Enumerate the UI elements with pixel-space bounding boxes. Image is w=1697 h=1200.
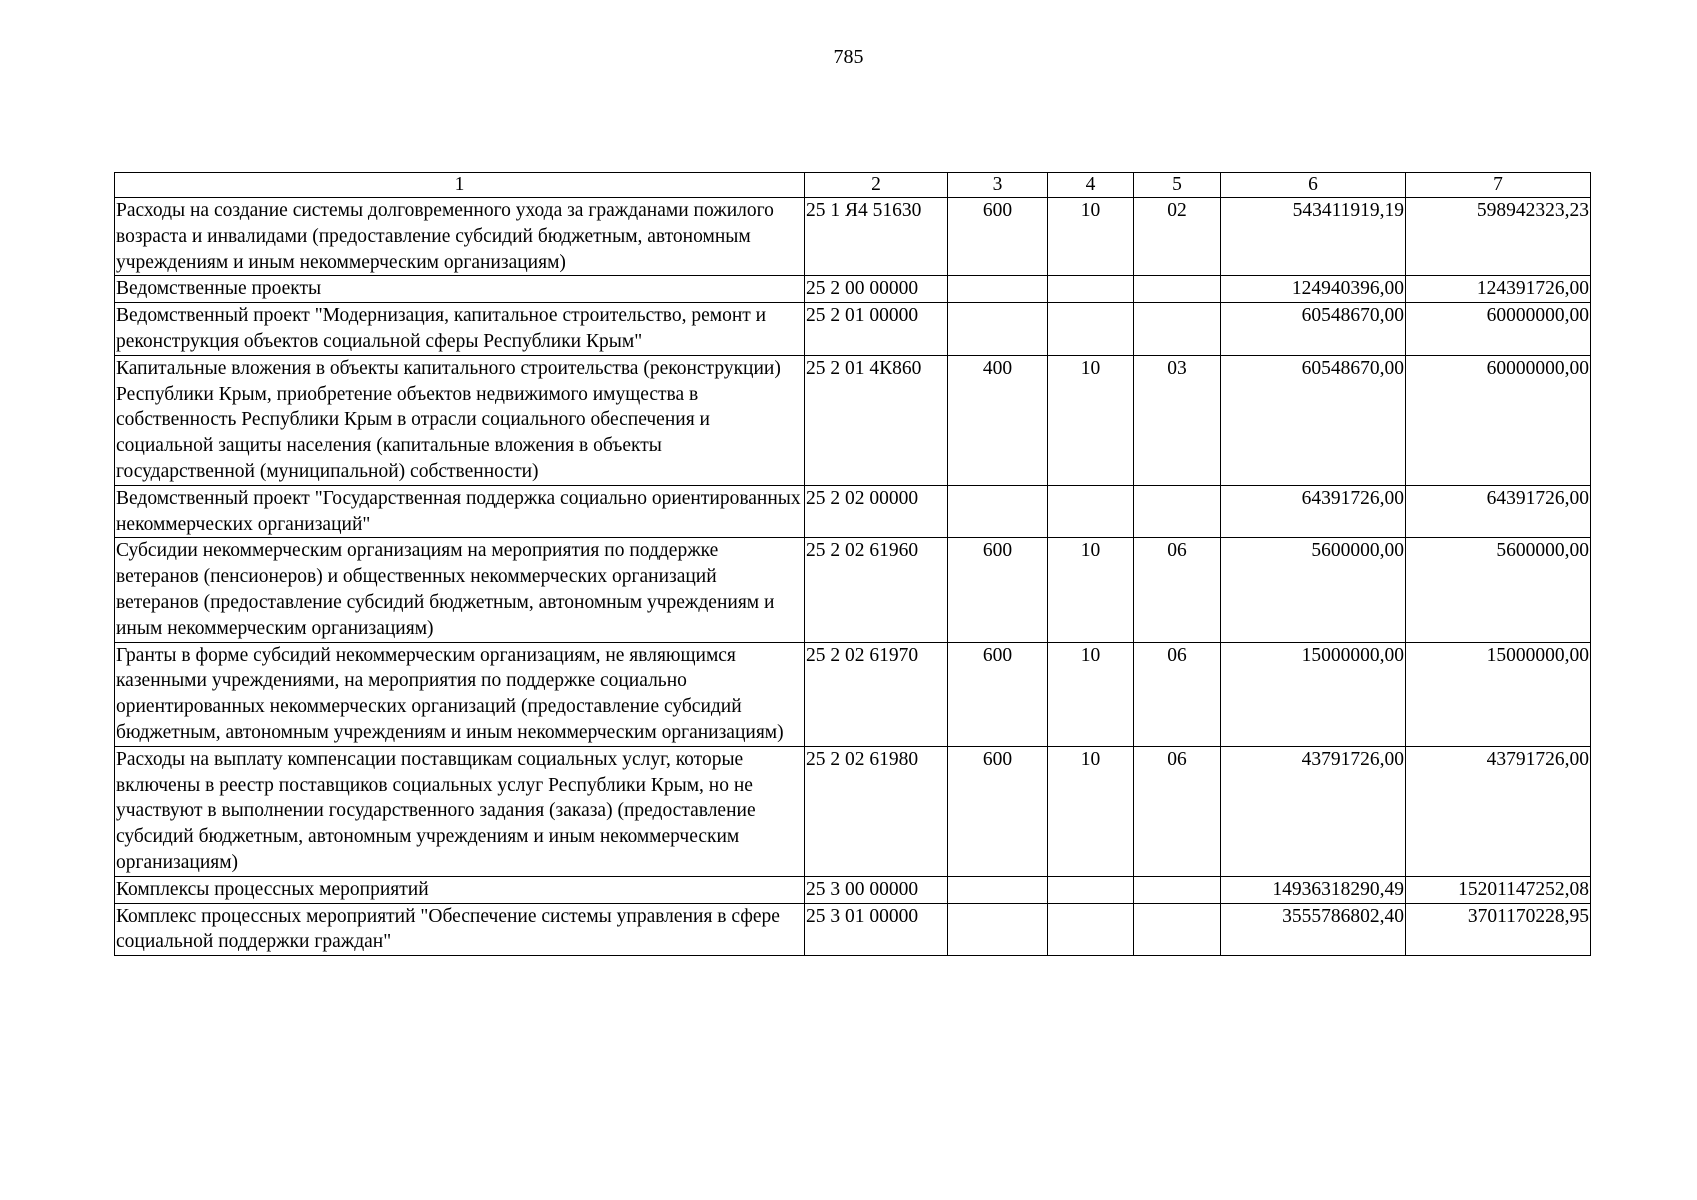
row-amount-7: 60000000,00 [1406, 355, 1591, 485]
row-amount-6: 15000000,00 [1221, 642, 1406, 746]
row-amount-6: 64391726,00 [1221, 485, 1406, 538]
row-code: 25 2 02 61980 [805, 746, 948, 876]
header-col-7: 7 [1406, 173, 1591, 198]
row-amount-7: 3701170228,95 [1406, 903, 1591, 956]
page-number: 785 [833, 46, 864, 68]
row-col-4: 10 [1048, 198, 1134, 276]
row-col-4 [1048, 303, 1134, 356]
row-col-4 [1048, 485, 1134, 538]
header-col-3: 3 [948, 173, 1048, 198]
table-row [115, 642, 1591, 746]
row-col-3 [948, 276, 1048, 303]
row-col-5 [1134, 485, 1221, 538]
row-amount-7: 15201147252,08 [1406, 876, 1591, 903]
table-row [115, 198, 1591, 276]
row-col-5: 06 [1134, 538, 1221, 642]
row-col-5: 03 [1134, 355, 1221, 485]
budget-table [114, 172, 1591, 956]
row-code: 25 2 02 00000 [805, 485, 948, 538]
row-amount-6: 124940396,00 [1221, 276, 1406, 303]
row-col-4: 10 [1048, 746, 1134, 876]
row-code: 25 2 02 61960 [805, 538, 948, 642]
row-amount-7: 60000000,00 [1406, 303, 1591, 356]
header-col-2: 2 [805, 173, 948, 198]
row-amount-7: 64391726,00 [1406, 485, 1591, 538]
row-amount-6: 543411919,19 [1221, 198, 1406, 276]
row-amount-7: 124391726,00 [1406, 276, 1591, 303]
row-amount-6: 14936318290,49 [1221, 876, 1406, 903]
row-amount-7: 43791726,00 [1406, 746, 1591, 876]
row-col-5: 02 [1134, 198, 1221, 276]
row-col-3 [948, 485, 1048, 538]
row-amount-6: 43791726,00 [1221, 746, 1406, 876]
header-row [115, 173, 1591, 198]
table-row [115, 485, 1591, 538]
row-name: Капитальные вложения в объекты капитального строительства (реконструкции) Республики Крым, приобретение объектов недвижимого имущества в собственность Республики Крым в отрасли социального обеспечения и социальной защиты населения (капитальные вложения в объекты государственной (муниципальной) собственности) [115, 355, 805, 485]
row-col-4 [1048, 903, 1134, 956]
row-col-4: 10 [1048, 355, 1134, 485]
row-col-4: 10 [1048, 538, 1134, 642]
row-code: 25 3 00 00000 [805, 876, 948, 903]
row-col-5 [1134, 303, 1221, 356]
row-col-3 [948, 876, 1048, 903]
row-col-5 [1134, 276, 1221, 303]
row-col-3 [948, 303, 1048, 356]
header-col-5: 5 [1134, 173, 1221, 198]
row-col-3: 600 [948, 198, 1048, 276]
row-amount-7: 15000000,00 [1406, 642, 1591, 746]
row-col-3 [948, 903, 1048, 956]
row-amount-6: 60548670,00 [1221, 355, 1406, 485]
table-row [115, 746, 1591, 876]
row-col-3: 600 [948, 538, 1048, 642]
row-amount-6: 60548670,00 [1221, 303, 1406, 356]
row-col-3: 600 [948, 642, 1048, 746]
header-col-6: 6 [1221, 173, 1406, 198]
row-name: Ведомственные проекты [115, 276, 805, 303]
row-code: 25 1 Я4 51630 [805, 198, 948, 276]
row-code: 25 3 01 00000 [805, 903, 948, 956]
row-name: Расходы на создание системы долговременного ухода за гражданами пожилого возраста и инвалидами (предоставление субсидий бюджетным, автономным учреждениям и иным некоммерческим организациям) [115, 198, 805, 276]
row-name: Расходы на выплату компенсации поставщикам социальных услуг, которые включены в реестр поставщиков социальных услуг Республики Крым, но не участвуют в выполнении государственного задания (заказа) (предоставление субсидий бюджетным, автономным учреждениям и иным некоммерческим организациям) [115, 746, 805, 876]
row-col-5: 06 [1134, 642, 1221, 746]
row-col-5: 06 [1134, 746, 1221, 876]
row-col-5 [1134, 903, 1221, 956]
row-code: 25 2 01 4К860 [805, 355, 948, 485]
row-code: 25 2 02 61970 [805, 642, 948, 746]
row-amount-6: 5600000,00 [1221, 538, 1406, 642]
row-col-5 [1134, 876, 1221, 903]
table-row [115, 276, 1591, 303]
row-col-3: 400 [948, 355, 1048, 485]
row-amount-7: 5600000,00 [1406, 538, 1591, 642]
row-col-3: 600 [948, 746, 1048, 876]
row-name: Комплексы процессных мероприятий [115, 876, 805, 903]
row-code: 25 2 01 00000 [805, 303, 948, 356]
row-col-4 [1048, 876, 1134, 903]
row-name: Комплекс процессных мероприятий "Обеспечение системы управления в сфере социальной поддержки граждан" [115, 903, 805, 956]
row-amount-7: 598942323,23 [1406, 198, 1591, 276]
table-row [115, 538, 1591, 642]
row-name: Ведомственный проект "Государственная поддержка социально ориентированных некоммерческих организаций" [115, 485, 805, 538]
row-name: Ведомственный проект "Модернизация, капитальное строительство, ремонт и реконструкция объектов социальной сферы Республики Крым" [115, 303, 805, 356]
row-name: Гранты в форме субсидий некоммерческим организациям, не являющимся казенными учреждениями, на мероприятия по поддержке социально ориентированных некоммерческих организаций (предоставление субсидий бюджетным, автономным учреждениям и иным некоммерческим организациям) [115, 642, 805, 746]
row-col-4: 10 [1048, 642, 1134, 746]
table-row [115, 903, 1591, 956]
row-amount-6: 3555786802,40 [1221, 903, 1406, 956]
header-col-1: 1 [115, 173, 805, 198]
header-col-4: 4 [1048, 173, 1134, 198]
row-col-4 [1048, 276, 1134, 303]
table-row [115, 355, 1591, 485]
row-name: Субсидии некоммерческим организациям на мероприятия по поддержке ветеранов (пенсионеров) и общественных некоммерческих организаций ветеранов (предоставление субсидий бюджетным, автономным учреждениям и иным некоммерческим организациям) [115, 538, 805, 642]
table-row [115, 303, 1591, 356]
table-row [115, 876, 1591, 903]
row-code: 25 2 00 00000 [805, 276, 948, 303]
